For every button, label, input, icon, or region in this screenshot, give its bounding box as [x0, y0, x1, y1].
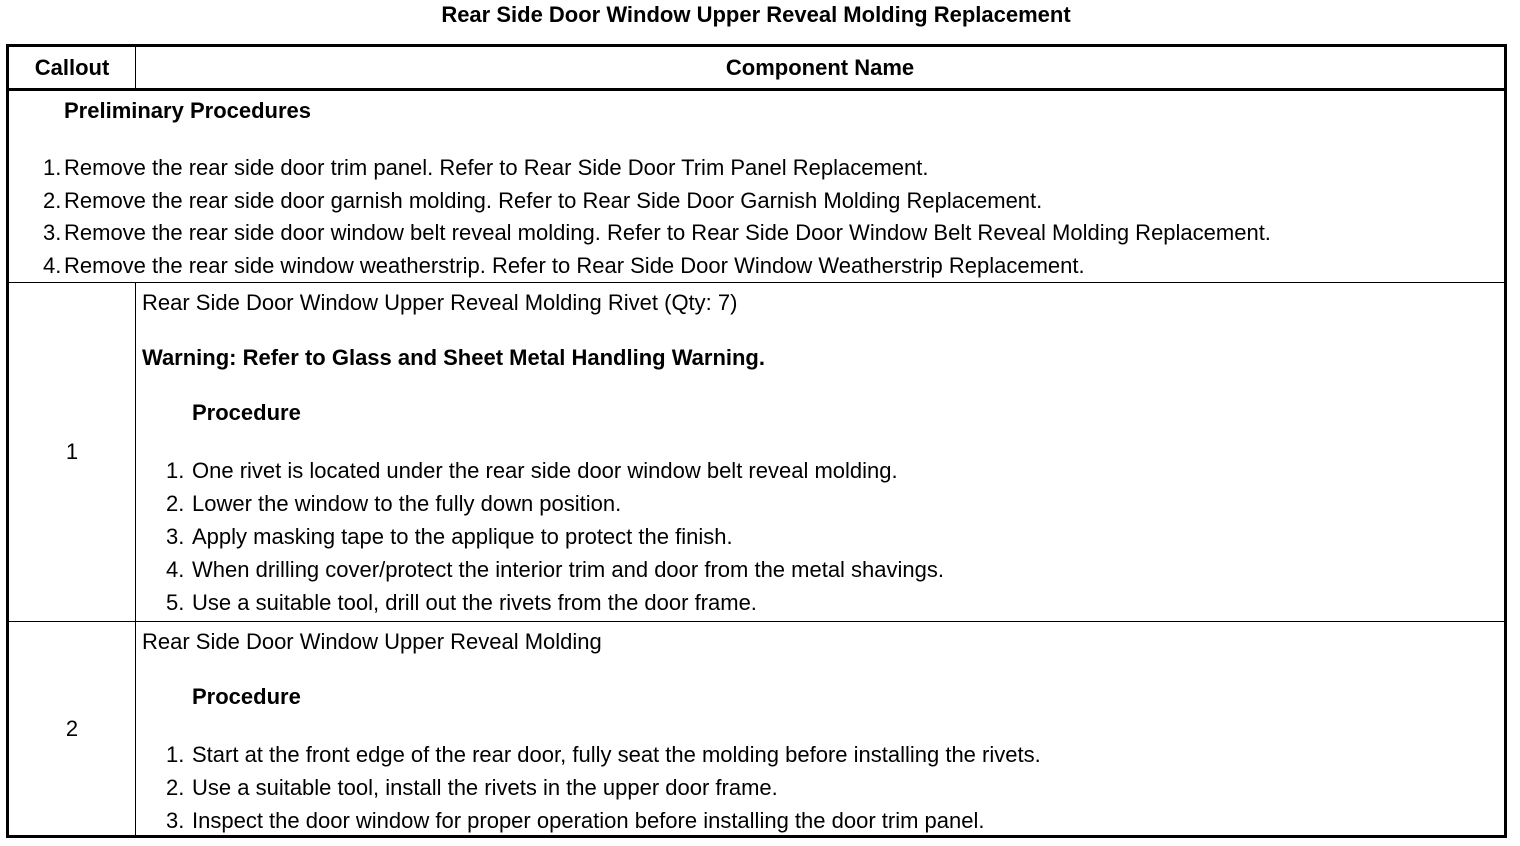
callout-cell: 2 — [9, 622, 136, 835]
step-number: 2. — [166, 491, 185, 516]
step-text: Start at the front edge of the rear door, fully seat the molding before installing the rivets. — [192, 742, 1041, 767]
step-number: 2. — [166, 775, 185, 800]
step-number: 4. — [166, 557, 185, 582]
list-item — [142, 586, 1504, 619]
page-title: Rear Side Door Window Upper Reveal Molding Replacement — [441, 2, 1071, 27]
step-number: 4. — [43, 253, 62, 279]
list-item — [9, 152, 1504, 185]
procedure-steps-list — [142, 454, 1504, 619]
step-text: When drilling cover/protect the interior trim and door from the metal shavings. — [192, 557, 944, 582]
warning-text: Warning: Refer to Glass and Sheet Metal Handling Warning. — [142, 345, 765, 370]
list-item — [142, 553, 1504, 586]
list-item — [142, 454, 1504, 487]
component-cell — [136, 283, 1504, 621]
list-item — [142, 487, 1504, 520]
step-text: Lower the window to the fully down position. — [192, 491, 622, 516]
list-item — [142, 804, 1504, 837]
table-row — [9, 621, 1504, 835]
callout-cell: 1 — [9, 283, 136, 621]
preliminary-procedures-title: Preliminary Procedures — [64, 98, 312, 123]
header-component-name: Component Name — [725, 54, 915, 80]
step-text: Remove the rear side door window belt reveal molding. Refer to Rear Side Door Window Belt Reveal Molding Replacement. — [64, 220, 1271, 246]
step-text: Remove the rear side window weatherstrip. Refer to Rear Side Door Window Weatherstrip Replacement. — [64, 253, 1085, 279]
step-number: 1. — [43, 155, 62, 180]
step-number: 3. — [166, 808, 185, 833]
step-text: Inspect the door window for proper operation before installing the door trim panel. — [192, 808, 985, 833]
preliminary-steps-list — [9, 152, 1504, 283]
list-item — [142, 771, 1504, 804]
component-name: Rear Side Door Window Upper Reveal Molding Rivet (Qty: 7) — [142, 290, 738, 315]
table-row — [9, 282, 1504, 621]
list-item — [142, 520, 1504, 553]
step-number: 5. — [166, 590, 185, 615]
step-text: Use a suitable tool, drill out the rivets from the door frame. — [192, 590, 757, 615]
step-text: Remove the rear side door garnish molding. Refer to Rear Side Door Garnish Molding Replacement. — [64, 187, 1043, 213]
list-item — [142, 738, 1504, 771]
procedure-steps-list — [142, 738, 1504, 837]
procedure-title: Procedure — [192, 400, 301, 425]
procedure-title: Procedure — [192, 684, 301, 709]
step-number: 1. — [166, 742, 185, 767]
list-item — [9, 250, 1504, 283]
list-item — [9, 217, 1504, 250]
step-text: Remove the rear side door trim panel. Refer to Rear Side Door Trim Panel Replacement. — [64, 155, 929, 180]
step-number: 1. — [166, 458, 185, 483]
table-header-row — [9, 47, 1504, 88]
component-cell — [136, 622, 1504, 835]
step-text: Apply masking tape to the applique to protect the finish. — [192, 524, 733, 549]
step-text: One rivet is located under the rear side door window belt reveal molding. — [192, 458, 898, 483]
header-callout: Callout — [9, 47, 136, 88]
preliminary-procedures-row — [9, 88, 1504, 282]
step-number: 3. — [43, 220, 62, 246]
procedure-table — [6, 44, 1507, 838]
step-number: 2. — [43, 187, 62, 213]
step-text: Use a suitable tool, install the rivets in the upper door frame. — [192, 775, 778, 800]
step-number: 3. — [166, 524, 185, 549]
component-name: Rear Side Door Window Upper Reveal Molding — [142, 629, 602, 654]
list-item — [9, 185, 1504, 218]
preliminary-procedures-cell — [9, 97, 1504, 282]
